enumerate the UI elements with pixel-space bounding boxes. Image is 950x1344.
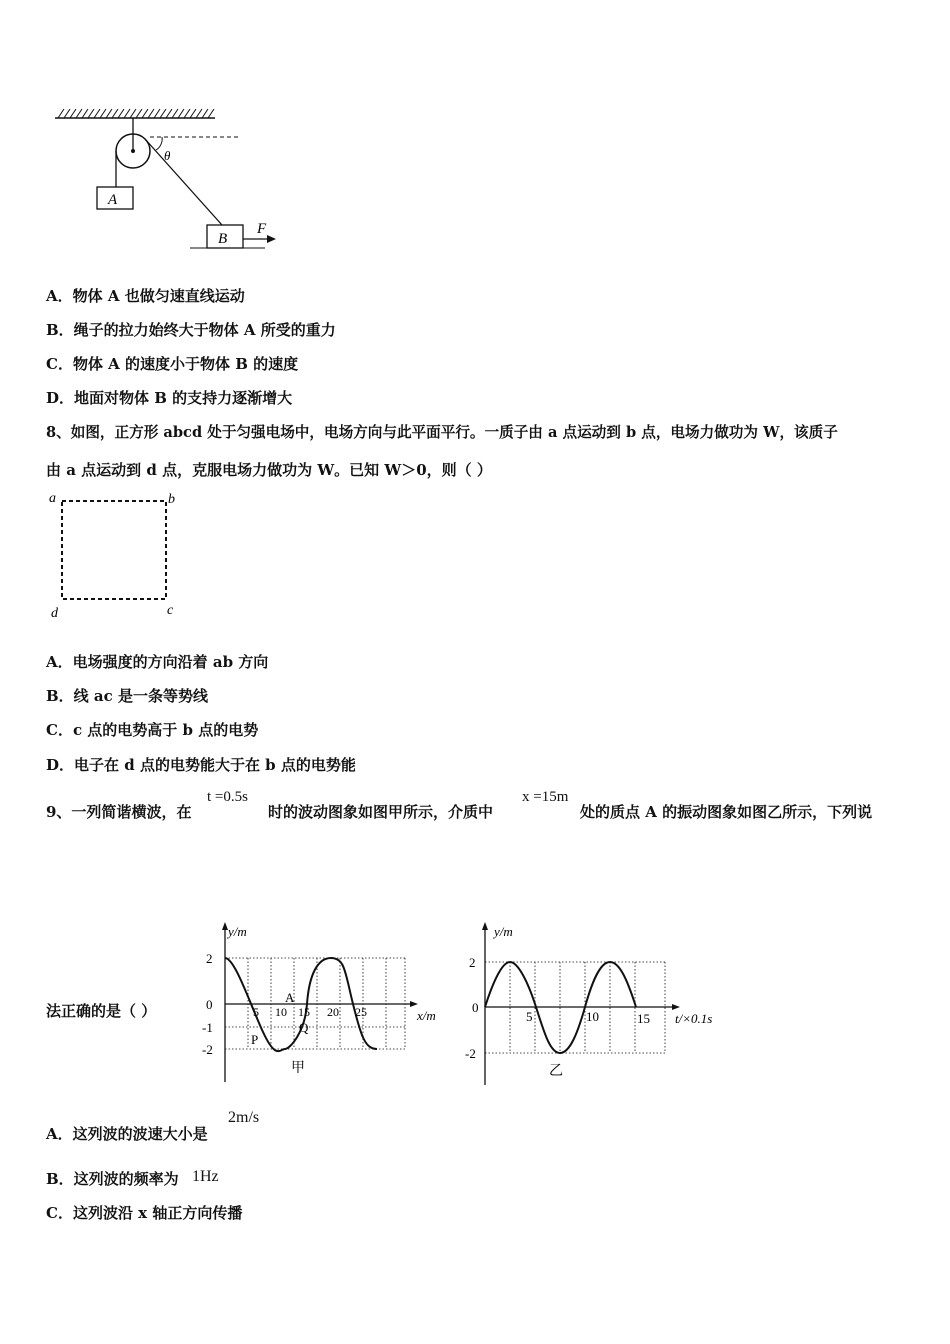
yi-xlabel: t/×0.1s — [675, 1011, 713, 1026]
q9-stem-part1: 9、一列简谐横波，在 — [46, 803, 192, 821]
yi-xtick-10: 10 — [586, 1009, 599, 1024]
jia-ytick-neg1: -1 — [202, 1020, 213, 1035]
jia-ytick-neg2: -2 — [202, 1042, 213, 1057]
q9-option-a: A．这列波的波速大小是 — [46, 1125, 208, 1143]
jia-caption: 甲 — [291, 1061, 305, 1076]
yi-ytick-neg2: -2 — [465, 1046, 476, 1061]
yi-ytick-0: 0 — [472, 1000, 479, 1015]
yi-ylabel: y/m — [494, 924, 513, 939]
square-figure — [44, 488, 184, 623]
q9-option-b-math: 1Hz — [192, 1168, 219, 1185]
jia-ytick-0: 0 — [206, 997, 213, 1012]
theta-label: θ — [164, 148, 171, 163]
q9-option-a-math: 2m/s — [228, 1109, 260, 1126]
jia-xtick-15: 15 — [298, 1005, 310, 1019]
q8-stem-line2: 由 a 点运动到 d 点，克服电场力做功为 W。已知 W＞0，则（ ） — [46, 461, 492, 479]
q8-stem-line1: 8、如图，正方形 abcd 处于匀强电场中，电场方向与此平面平行。一质子由 a 点运动到 b 点，电场力做功为 W，该质子 — [46, 424, 838, 441]
q7-option-a: A．物体 A 也做匀速直线运动 — [46, 287, 245, 305]
force-f-label: F — [257, 221, 267, 237]
point-a-marker: A — [285, 990, 295, 1005]
q7-option-b: B．绳子的拉力始终大于物体 A 所受的重力 — [46, 321, 336, 339]
q8-option-b: B．线 ac 是一条等势线 — [46, 687, 208, 705]
wave-graph-jia — [195, 922, 445, 1082]
jia-xtick-5: 5 — [253, 1005, 259, 1019]
q9-stem-part4: 法正确的是（ ） — [46, 1002, 157, 1020]
jia-xtick-20: 20 — [327, 1005, 339, 1019]
q9-option-c: C．这列波沿 x 轴正方向传播 — [46, 1204, 243, 1222]
block-b-label: B — [218, 231, 228, 247]
q7-option-c: C．物体 A 的速度小于物体 B 的速度 — [46, 355, 299, 373]
pulley-figure — [50, 105, 290, 255]
jia-xlabel: x/m — [417, 1008, 436, 1023]
point-c-label: c — [167, 603, 174, 618]
jia-ylabel: y/m — [228, 924, 247, 939]
jia-xtick-25: 25 — [355, 1005, 367, 1019]
yi-xtick-15: 15 — [637, 1011, 650, 1026]
q8-option-c: C．c 点的电势高于 b 点的电势 — [46, 721, 259, 739]
yi-caption: 乙 — [549, 1064, 563, 1079]
point-d-label: d — [51, 606, 58, 621]
q9-math-t: t =0.5s — [207, 789, 248, 805]
yi-ytick-2: 2 — [469, 955, 476, 970]
point-q-marker: Q — [299, 1020, 309, 1035]
point-a-label: a — [49, 491, 56, 506]
yi-xtick-5: 5 — [526, 1009, 533, 1024]
point-b-label: b — [168, 492, 175, 507]
q9-stem-part3: 处的质点 A 的振动图象如图乙所示，下列说 — [580, 803, 873, 821]
jia-xtick-10: 10 — [275, 1005, 287, 1019]
point-p-marker: P — [251, 1032, 259, 1047]
jia-ytick-2: 2 — [206, 951, 213, 966]
q9-option-b: B．这列波的频率为 — [46, 1170, 179, 1188]
block-a-label: A — [108, 192, 118, 208]
q9-math-x: x =15m — [522, 789, 569, 805]
q9-stem-part2: 时的波动图象如图甲所示，介质中 — [268, 803, 494, 821]
q8-option-a: A．电场强度的方向沿着 ab 方向 — [46, 653, 269, 671]
q8-option-d: D．电子在 d 点的电势能大于在 b 点的电势能 — [46, 756, 356, 774]
vibration-graph-yi — [460, 922, 730, 1087]
q7-option-d: D．地面对物体 B 的支持力逐渐增大 — [46, 389, 293, 407]
